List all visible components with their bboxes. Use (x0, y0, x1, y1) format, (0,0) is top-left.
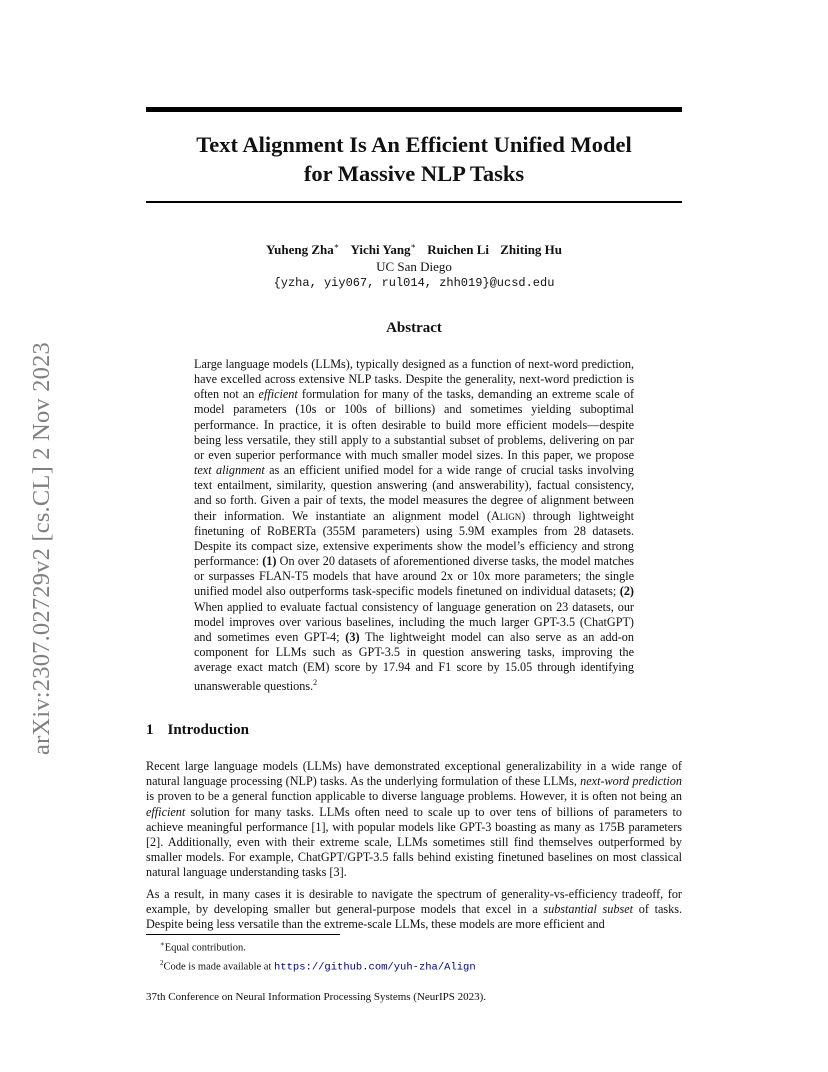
title-line-1: Text Alignment Is An Efficient Unified Model (196, 132, 632, 157)
footnote-rule (146, 934, 340, 935)
introduction-body (146, 759, 682, 938)
author: Yuheng Zha∗ (265, 242, 340, 258)
section-heading-introduction: 1 Introduction (146, 722, 249, 738)
arxiv-identifier: arXiv:2307.02729v2 [cs.CL] 2 Nov 2023 (28, 342, 55, 755)
intro-paragraph-2: As a result, in many cases it is desirable to navigate the spectrum of generality-vs-efficiency tradeoff, for example, by developing smaller but general-purpose models that excel in a substantial subset of tasks. Despite being less versatile than the extreme-scale LLMs, these models are more efficient and (146, 886, 682, 932)
abstract-heading: Abstract (386, 320, 442, 336)
author: Ruichen Li (427, 242, 489, 258)
conference-footer: 37th Conference on Neural Information Processing Systems (NeurIPS 2023). (146, 991, 487, 1003)
title-line-2: for Massive NLP Tasks (303, 161, 525, 186)
title-top-rule (146, 107, 682, 112)
author-emails: {yzha, yiy067, rul014, zhh019}@ucsd.edu (273, 276, 555, 291)
author: Yichi Yang∗ (350, 242, 416, 258)
paper-title (146, 130, 682, 188)
intro-paragraph-1: Recent large language models (LLMs) have demonstrated exceptional generalizability in a wide range of natural language processing (NLP) tasks. As the underlying formulation of these LLMs, next-word prediction is proven to be a general function applicable to diverse language problems. However, it is often not being an efficient solution for many tasks. LLMs often need to scale up to over tens of billions of parameters to achieve meaningful performance [1], with popular models like GPT-3 boasting as many as 175B parameters [2]. Additionally, even with their extreme scale, LLMs sometimes still find themselves outperformed by smaller models. For example, ChatGPT/GPT-3.5 falls behind existing finetuned baselines on most classical natural language understanding tasks [3]. (146, 759, 682, 880)
author: Zhiting Hu (500, 242, 563, 258)
author-block (146, 238, 682, 292)
footnote-1: ∗Equal contribution. (160, 940, 246, 954)
title-bottom-rule (146, 201, 682, 203)
footnotes (160, 937, 476, 974)
code-link[interactable]: https://github.com/yuh-zha/Align (274, 961, 476, 973)
author-list (146, 238, 682, 258)
affiliation: UC San Diego (376, 259, 452, 275)
abstract-text: Large language models (LLMs), typically designed as a function of next-word prediction, have excelled across extensive NLP tasks. Despite the generality, next-word prediction is often not an efficient formulation for many of the tasks, demanding an extreme scale of model parameters (10s or 100s of billions) and sometimes yielding suboptimal performance. In practice, it is often desirable to build more efficient models—despite being less versatile, they still apply to a substantial subset of problems, delivering on par or even superior performance with much smaller model sizes. In this paper, we propose text alignment as an efficient unified model for a wide range of crucial tasks involving text entailment, similarity, question answering (and answerability), factual consistency, and so forth. Given a pair of texts, the model measures the degree of alignment between their information. We instantiate an alignment model (Align) through lightweight finetuning of RoBERTa (355M parameters) using 5.9M examples from 28 datasets. Despite its compact size, extensive experiments show the model’s efficiency and strong performance: (1) On over 20 datasets of aforementioned diverse tasks, the model matches or surpasses FLAN-T5 models that have around 2x or 10x more parameters; the single unified model also outperforms task-specific models finetuned on individual datasets; (2) When applied to evaluate factual consistency of language generation on 23 datasets, our model improves over various baselines, including the much larger GPT-3.5 (ChatGPT) and sometimes even GPT-4; (3) The lightweight model can also serve as an add-on component for LLMs such as GPT-3.5 in question answering tasks, improving the average exact match (EM) score by 17.94 and F1 score by 15.05 through identifying unanswerable questions.$^2$ (194, 357, 634, 694)
footnote-2: $^2$Code is made available at https://github.com/yuh-zha/Align (160, 958, 476, 973)
